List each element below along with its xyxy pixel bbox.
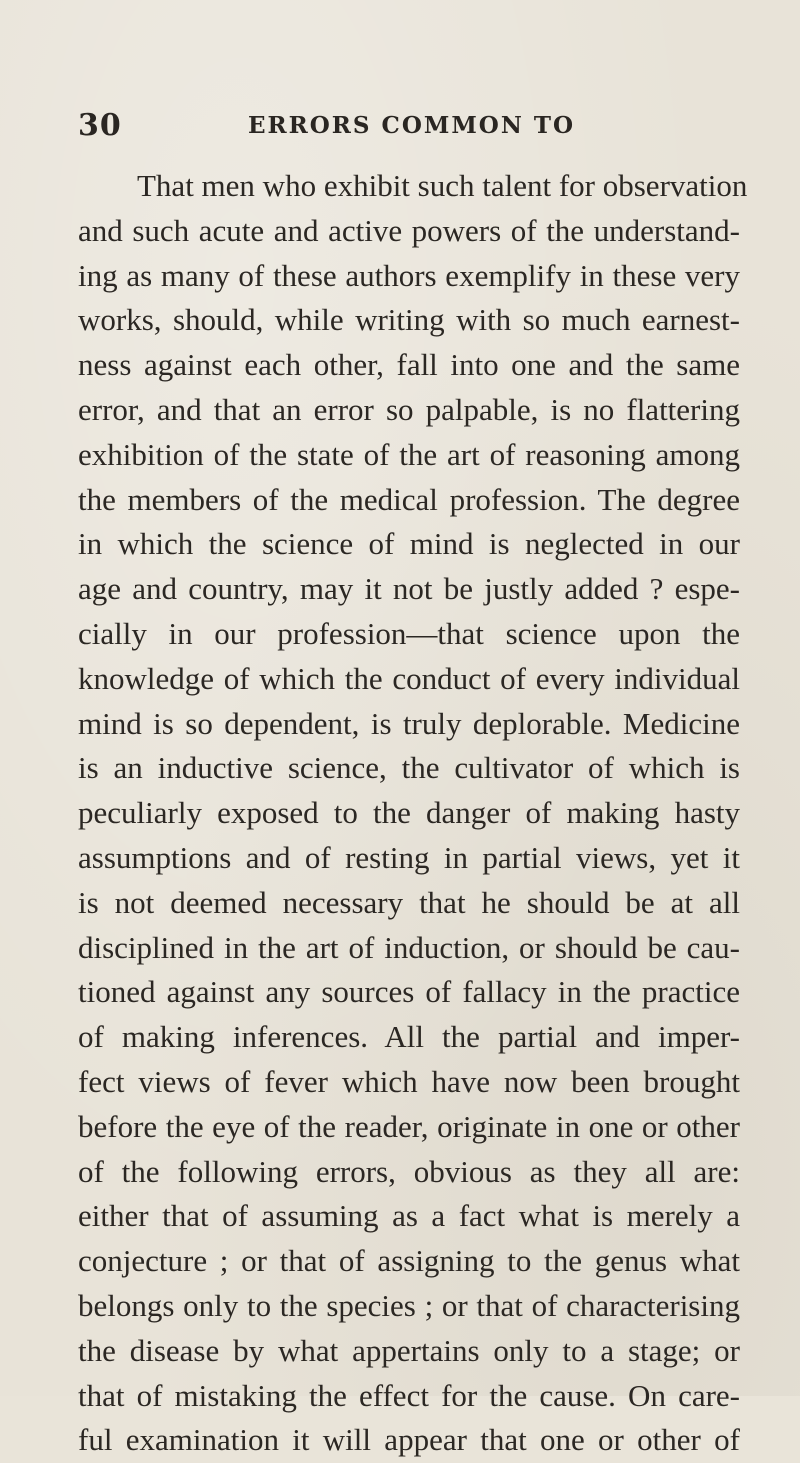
- text-line: belongs only to the species ; or that of characterising: [78, 1287, 740, 1323]
- text-line: conjecture ; or that of assigning to the genus what: [78, 1243, 740, 1279]
- text-line: That men who exhibit such talent for observation: [137, 168, 748, 203]
- body-paragraph: [78, 164, 748, 1463]
- text-line: error, and that an error so palpable, is no flattering: [78, 391, 740, 427]
- text-line: is not deemed necessary that he should be at all: [78, 884, 740, 920]
- text-line: works, should, while writing with so much earnest-: [78, 302, 740, 338]
- text-line: tioned against any sources of fallacy in the practice: [78, 974, 740, 1010]
- text-line: before the eye of the reader, originate in one or other: [78, 1108, 740, 1144]
- text-line: either that of assuming as a fact what is merely a: [78, 1198, 740, 1234]
- text-line: age and country, may it not be justly added ? espe-: [78, 571, 740, 607]
- text-line: the disease by what appertains only to a stage; or: [78, 1332, 740, 1368]
- text-line: of the following errors, obvious as they all are:: [78, 1153, 740, 1189]
- text-line: ness against each other, fall into one and the same: [78, 347, 740, 383]
- text-line: and such acute and active powers of the understand-: [78, 212, 740, 248]
- text-line: that of mistaking the effect for the cause. On care-: [78, 1377, 740, 1413]
- page-number: 30: [78, 108, 122, 143]
- text-line: ing as many of these authors exemplify in these very: [78, 257, 740, 293]
- text-line: cially in our profession—that science upon the: [78, 615, 740, 651]
- text-line: fect views of fever which have now been brought: [78, 1063, 740, 1099]
- text-line: exhibition of the state of the art of reasoning among: [78, 436, 740, 472]
- running-header: [78, 108, 738, 148]
- text-line: ful examination it will appear that one or other of: [78, 1422, 740, 1458]
- text-line: mind is so dependent, is truly deplorable. Medicine: [78, 705, 740, 741]
- running-title: ERRORS COMMON TO: [248, 112, 576, 139]
- text-line: the members of the medical profession. The degree: [78, 481, 740, 517]
- text-line: of making inferences. All the partial and imper-: [78, 1019, 740, 1055]
- text-line: is an inductive science, the cultivator of which is: [78, 750, 740, 786]
- text-line: disciplined in the art of induction, or should be cau-: [78, 929, 740, 965]
- text-line: assumptions and of resting in partial views, yet it: [78, 839, 740, 875]
- text-line: peculiarly exposed to the danger of making hasty: [78, 795, 740, 831]
- text-line: knowledge of which the conduct of every individual: [78, 660, 740, 696]
- text-line: in which the science of mind is neglected in our: [78, 526, 740, 562]
